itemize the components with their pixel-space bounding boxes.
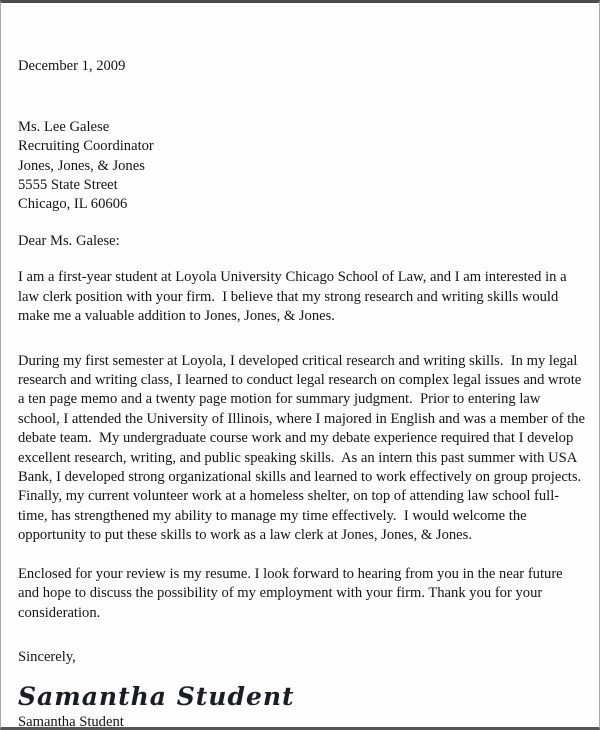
paragraph-experience: During my first semester at Loyola, I developed critical research and writing skills. In my legal research and writing class, I learned to conduct legal research on complex legal issues and wrote a ten page memo and a twenty page motion for summary judgment. Prior to entering law school, I attended the University of Illinois, where I majored in English and was a member of the debate team. My undergraduate course work and my debate experience required that I develop excellent research, writing, and public speaking skills. As an intern this past summer with USA Bank, I developed strong organizational skills and learned to work effectively on group projects. Finally, my current volunteer work at a homeless shelter, on top of attending law school full-time, has strengthened my ability to manage my time effectively. I would welcome the opportunity to put these skills to work as a law clerk at Jones, Jones, & Jones. xyxy=(18,352,589,544)
paragraph-closing: Enclosed for your review is my resume. I look forward to hearing from you in the near future and hope to discuss the possibility of my employment with your firm. Thank you for your consideration. xyxy=(18,565,567,621)
recipient-company: Jones, Jones, & Jones xyxy=(18,157,145,174)
closing-salutation: Sincerely, xyxy=(18,648,76,665)
recipient-city: Chicago, IL 60606 xyxy=(18,196,128,213)
signature-typed-name: Samantha Student xyxy=(18,714,124,730)
letter-date: December 1, 2009 xyxy=(18,58,126,74)
recipient-name: Ms. Lee Galese xyxy=(18,119,110,136)
recipient-address-block xyxy=(18,118,585,214)
signature-handwritten: Samantha Student xyxy=(18,682,295,712)
letter-body xyxy=(1,57,599,730)
salutation: Dear Ms. Galese: xyxy=(18,233,120,250)
paragraph-introduction: I am a first-year student at Loyola University Chicago School of Law, and I am interested in a law clerk position with your firm. I believe that my strong research and writing skills would make me a valuable addition to Jones, Jones, & Jones. xyxy=(18,269,571,325)
recipient-title: Recruiting Coordinator xyxy=(18,138,154,155)
recipient-street: 5555 State Street xyxy=(18,176,118,193)
